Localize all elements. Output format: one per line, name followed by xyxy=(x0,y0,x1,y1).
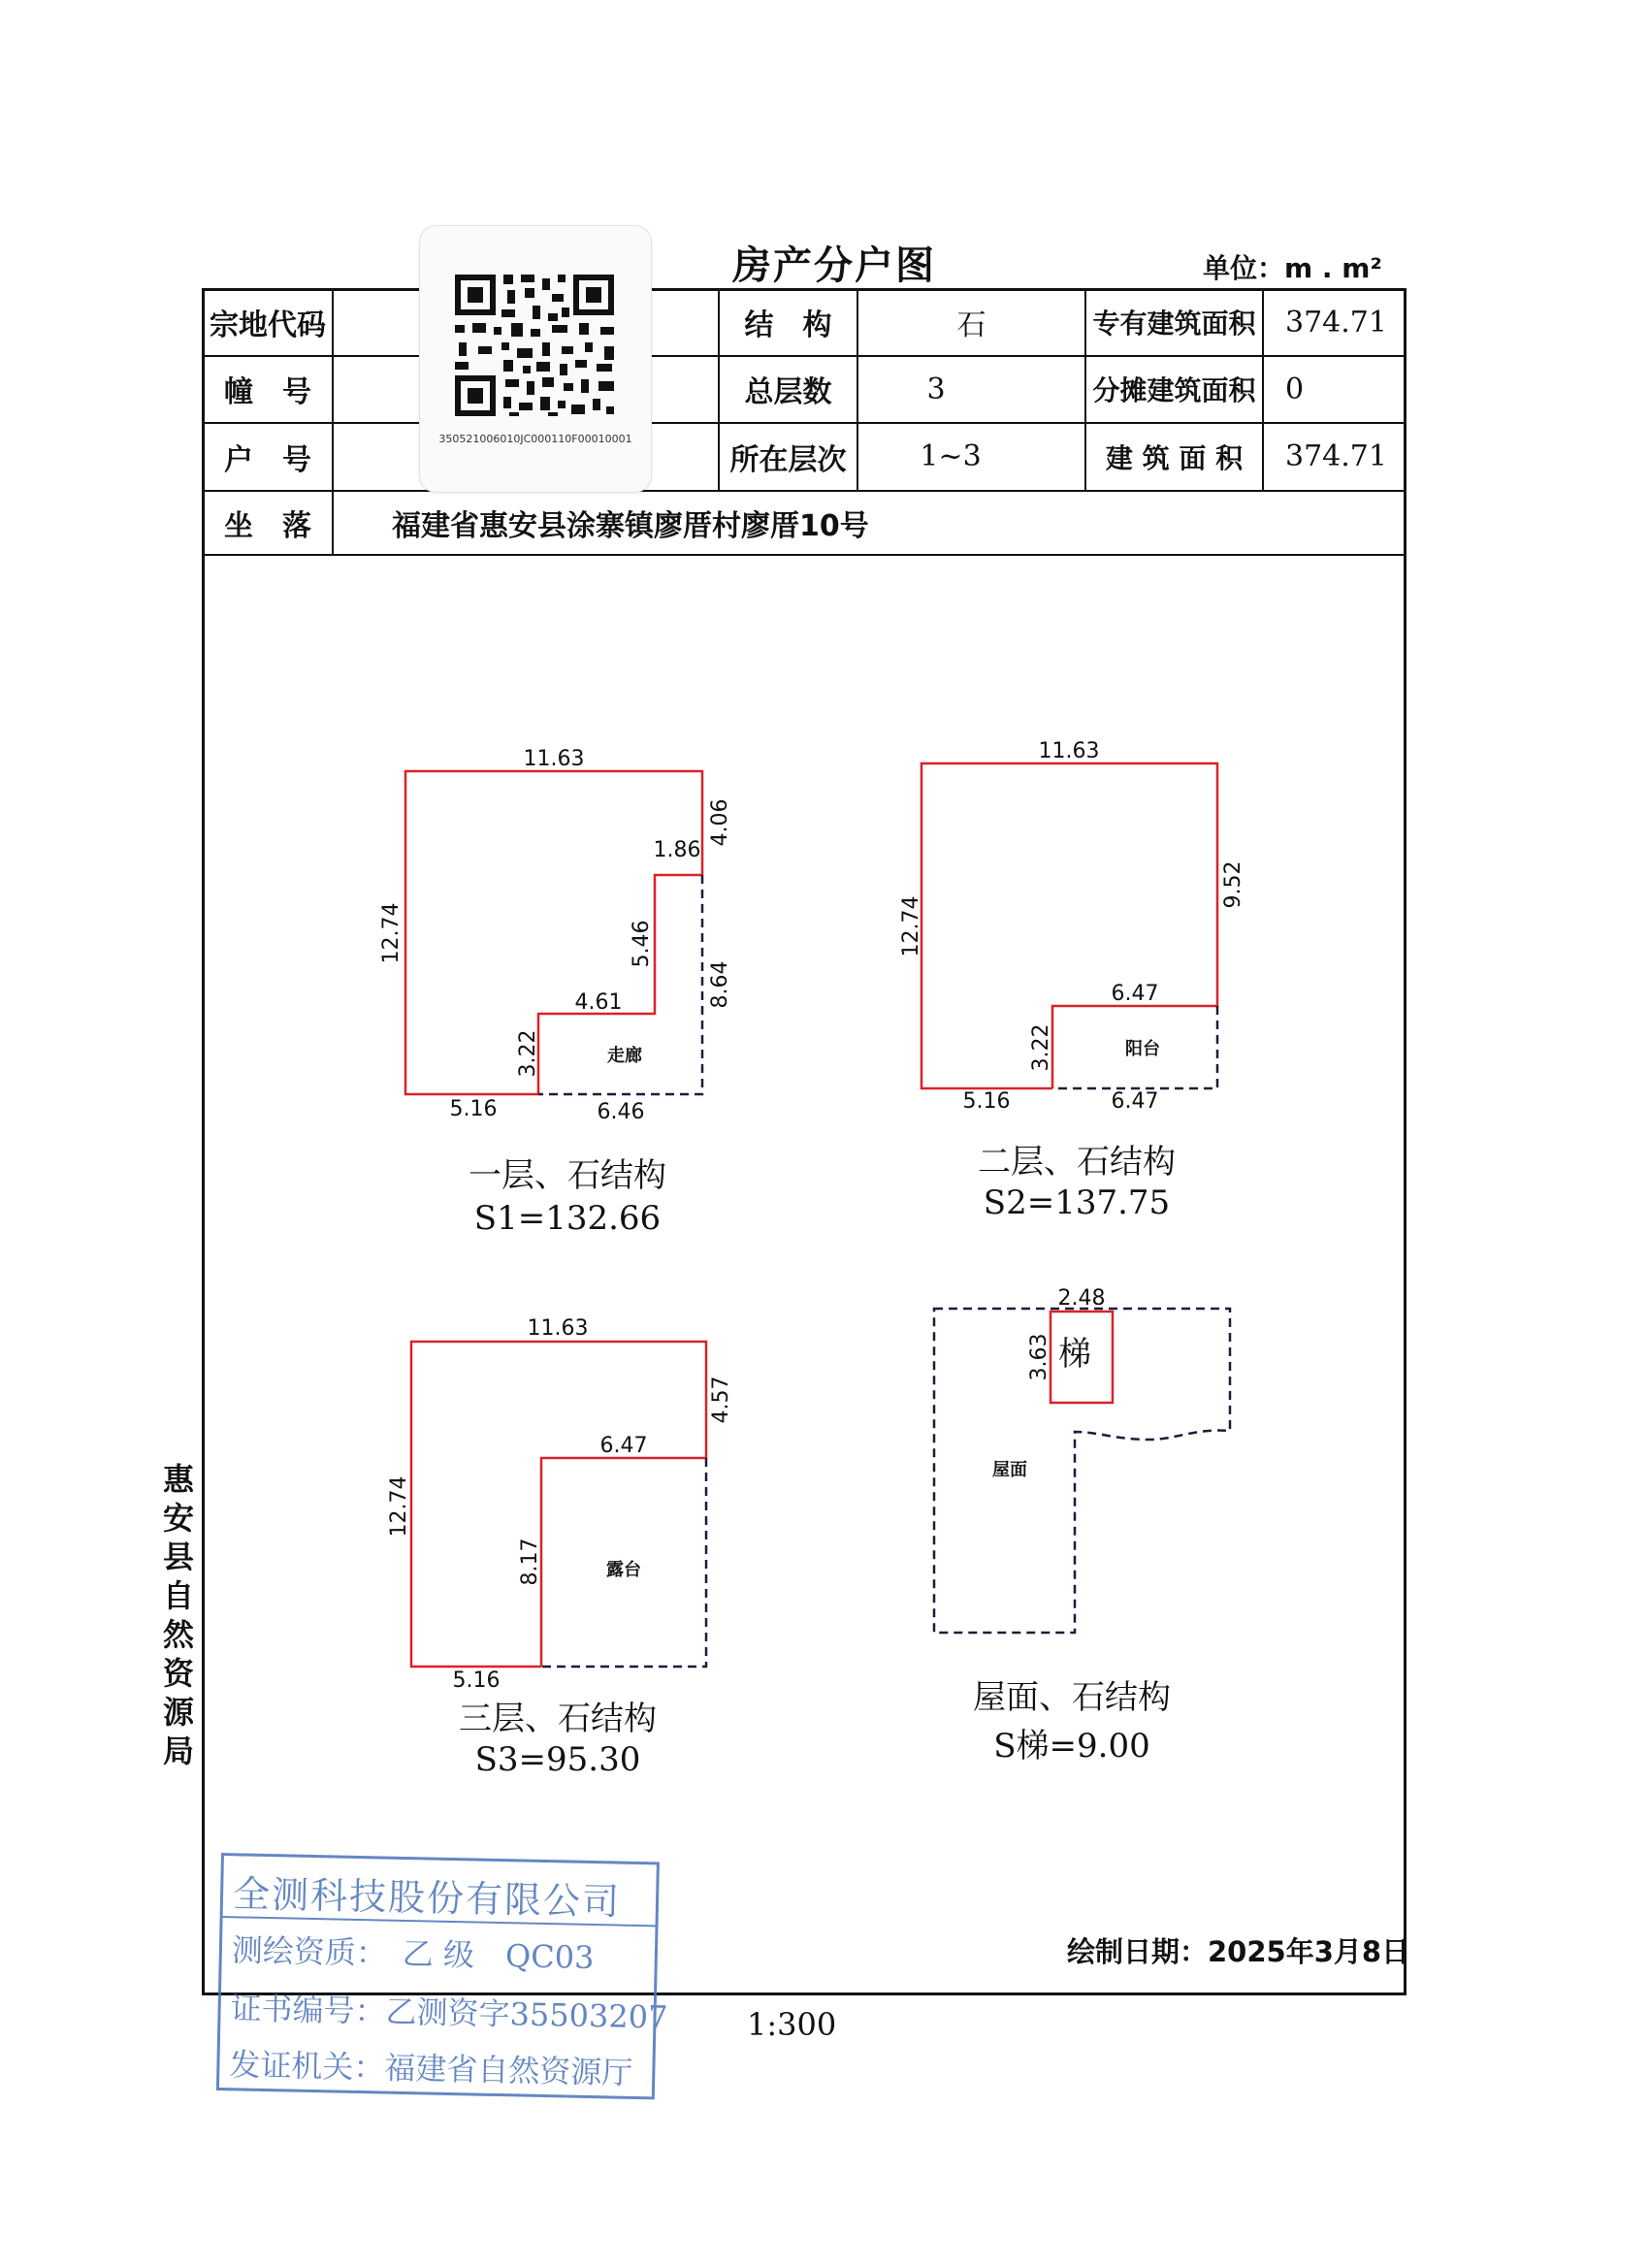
jianzhu-label: 建 筑 面 积 xyxy=(1105,441,1244,474)
floor1-plan xyxy=(379,747,732,1124)
floor2-room-label: 阳台 xyxy=(1125,1039,1160,1059)
roof-dim-stair-width: 2.48 xyxy=(1057,1286,1106,1311)
floor3-room-label: 露台 xyxy=(606,1560,641,1580)
page-title: 房产分户图 xyxy=(732,243,936,288)
floor3-dim-bottom: 5.16 xyxy=(452,1669,501,1693)
company-stamp xyxy=(216,1853,668,2099)
stamp-company: 全测科技股份有限公司 xyxy=(232,1872,622,1924)
stamp-certificate: 证书编号：乙测资字35503207 xyxy=(230,1990,668,2036)
floor1-dim-inner-horizontal: 4.61 xyxy=(574,990,623,1015)
floor1-outline xyxy=(405,771,702,1094)
zhuang-label: 幢 号 xyxy=(224,375,311,409)
floor1-dim-inner-short: 3.22 xyxy=(516,1029,540,1078)
zongcengshu-label: 总层数 xyxy=(744,375,832,409)
zongdi-label: 宗地代码 xyxy=(210,308,326,342)
floor1-dim-top: 11.63 xyxy=(523,747,585,771)
floor3-dim-inner: 8.17 xyxy=(518,1538,542,1586)
floor3-dim-top: 11.63 xyxy=(527,1316,589,1341)
floor1-dim-bottom-right: 6.46 xyxy=(597,1100,645,1124)
floor3-area: S3=95.30 xyxy=(474,1740,641,1779)
floor2-outline xyxy=(922,763,1217,1088)
zhuanyou-label: 专有建筑面积 xyxy=(1092,308,1256,340)
floor3-outline xyxy=(411,1342,706,1667)
roof-dim-stair-depth: 3.63 xyxy=(1027,1333,1051,1381)
roof-caption: 屋面、石结构 xyxy=(973,1678,1171,1717)
side-authority-label: 惠安县自然资源局 xyxy=(162,1461,194,1769)
qr-code-number: 350521006010JC000110F00010001 xyxy=(438,433,632,445)
floor1-area: S1=132.66 xyxy=(473,1199,662,1238)
roof-plan xyxy=(934,1286,1230,1633)
floor2-caption: 二层、石结构 xyxy=(978,1143,1176,1182)
suozaicengci-label: 所在层次 xyxy=(729,442,847,477)
floor2-dim-top: 11.63 xyxy=(1038,739,1100,763)
hu-label: 户 号 xyxy=(224,442,311,477)
floor1-caption: 一层、石结构 xyxy=(469,1156,666,1195)
scale-label: 1:300 xyxy=(747,2006,837,2043)
floor2-dim-right: 9.52 xyxy=(1221,860,1245,909)
floor2-dim-balcony-top: 6.47 xyxy=(1111,982,1159,1006)
floor3-caption: 三层、石结构 xyxy=(459,1700,657,1738)
floor1-dim-step: 1.86 xyxy=(653,838,701,862)
unit-label: 单位：m . m² xyxy=(1203,252,1382,284)
roof-stair-label: 梯 xyxy=(1058,1335,1091,1374)
floor2-dim-left: 12.74 xyxy=(899,895,923,957)
floor1-room-label: 走廊 xyxy=(607,1046,642,1066)
stamp-issuer: 发证机关：福建省自然资源厅 xyxy=(229,2046,633,2091)
zhuanyou-value: 374.71 xyxy=(1285,305,1387,340)
jianzhu-value: 374.71 xyxy=(1285,439,1387,473)
address-value: 福建省惠安县涂寨镇廖厝村廖厝10号 xyxy=(392,508,869,543)
fentan-value: 0 xyxy=(1285,372,1305,406)
floor3-dim-right: 4.57 xyxy=(709,1376,733,1424)
floor1-dim-bottom-left: 5.16 xyxy=(449,1097,498,1121)
fentan-label: 分摊建筑面积 xyxy=(1092,374,1256,406)
floor2-area: S2=137.75 xyxy=(983,1183,1171,1222)
jiegou-value: 石 xyxy=(956,308,986,342)
floor1-dim-inner-vertical: 5.46 xyxy=(630,920,654,968)
floor3-dim-terrace-top: 6.47 xyxy=(599,1434,648,1458)
zuoluo-label: 坐 落 xyxy=(224,508,311,543)
floor2-dim-bottom-left: 5.16 xyxy=(962,1089,1011,1114)
stamp-qualification: 测绘资质： 乙 级 QC03 xyxy=(231,1931,595,1977)
draw-date: 绘制日期：2025年3月8日 xyxy=(1067,1935,1410,1968)
floor1-dim-right-upper: 4.06 xyxy=(708,798,732,847)
roof-room-label: 屋面 xyxy=(992,1460,1027,1480)
jiegou-label: 结 构 xyxy=(744,308,832,342)
floor2-dim-bottom-right: 6.47 xyxy=(1111,1089,1159,1114)
floor3-dim-left: 12.74 xyxy=(387,1475,411,1538)
suozaicengci-value: 1~3 xyxy=(920,439,982,473)
floor3-plan xyxy=(387,1316,733,1693)
floor1-dim-left: 12.74 xyxy=(379,902,404,964)
zongcengshu-value: 3 xyxy=(926,372,946,406)
roof-area: S梯=9.00 xyxy=(993,1727,1150,1766)
floor2-plan xyxy=(899,739,1245,1114)
floor2-dim-inner-short: 3.22 xyxy=(1029,1023,1053,1072)
floor1-dim-right-lower: 8.64 xyxy=(708,960,732,1009)
